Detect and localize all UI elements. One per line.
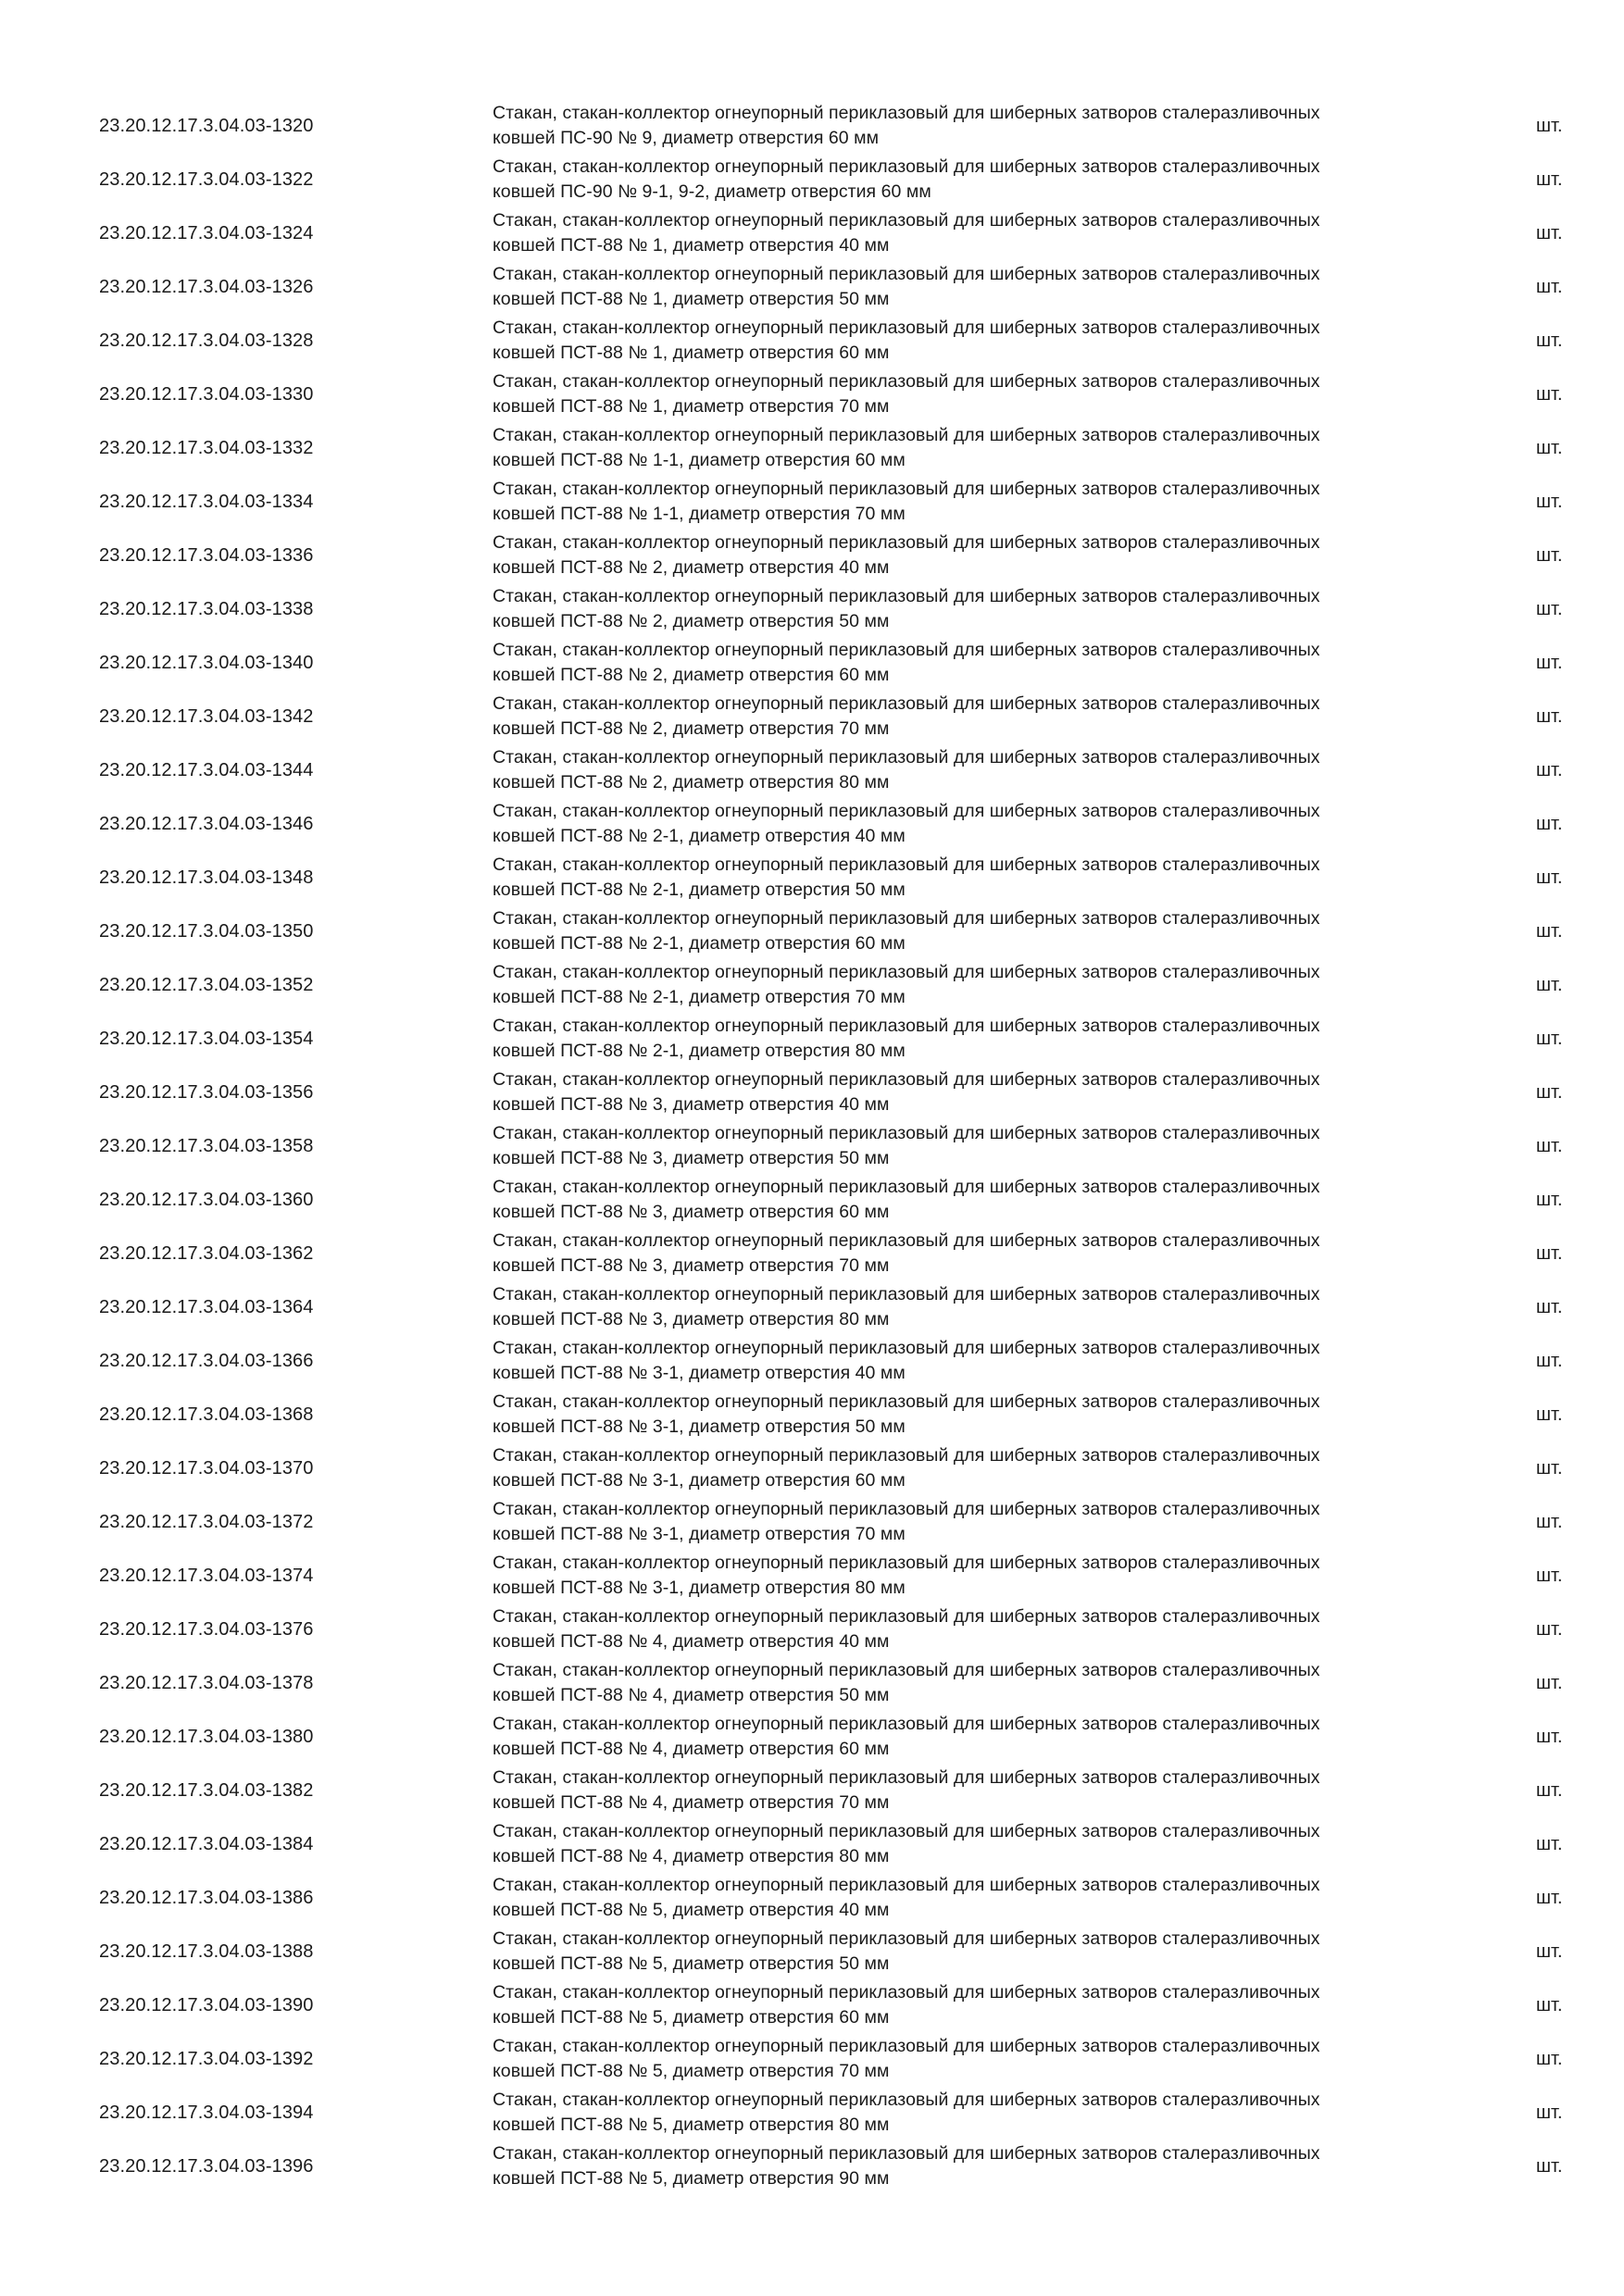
resource-description — [493, 799, 1418, 849]
unit-of-measure: шт. — [1536, 1941, 1563, 1962]
resource-description — [493, 1927, 1418, 1977]
unit-of-measure: шт. — [1536, 116, 1563, 136]
description-line-1: Стакан, стакан-коллектор огнеупорный периклазовый для шиберных затворов сталеразливочных — [493, 801, 1320, 821]
resource-description — [493, 692, 1418, 742]
description-line-2: ковшей ПСТ-88 № 3, диаметр отверстия 60 мм — [493, 1202, 890, 1222]
description-line-1: Стакан, стакан-коллектор огнеупорный периклазовый для шиберных затворов сталеразливочных — [493, 2143, 1320, 2164]
description-line-2: ковшей ПС-90 № 9-1, 9-2, диаметр отверстия 60 мм — [493, 181, 931, 202]
resource-description — [493, 1497, 1418, 1547]
description-line-1: Стакан, стакан-коллектор огнеупорный периклазовый для шиберных затворов сталеразливочных — [493, 747, 1320, 767]
resource-description — [493, 1551, 1418, 1601]
table-row — [0, 1925, 1624, 1978]
description-line-1: Стакан, стакан-коллектор огнеупорный периклазовый для шиберных затворов сталеразливочных — [493, 1875, 1320, 1895]
unit-of-measure: шт. — [1536, 1404, 1563, 1425]
table-row — [0, 1334, 1624, 1388]
table-row — [0, 1871, 1624, 1925]
description-line-2: ковшей ПСТ-88 № 2, диаметр отверстия 60 мм — [493, 665, 890, 685]
table-row — [0, 1388, 1624, 1441]
description-line-1: Стакан, стакан-коллектор огнеупорный периклазовый для шиберных затворов сталеразливочных — [493, 1499, 1320, 1519]
table-row — [0, 368, 1624, 421]
description-line-1: Стакан, стакан-коллектор огнеупорный периклазовый для шиберных затворов сталеразливочных — [493, 640, 1320, 660]
table-row — [0, 1173, 1624, 1227]
resource-table — [0, 99, 1624, 2193]
description-line-1: Стакан, стакан-коллектор огнеупорный периклазовый для шиберных затворов сталеразливочных — [493, 1016, 1320, 1036]
resource-code: 23.20.12.17.3.04.03-1372 — [99, 1512, 314, 1532]
table-row — [0, 636, 1624, 690]
resource-code: 23.20.12.17.3.04.03-1380 — [99, 1727, 314, 1747]
resource-code: 23.20.12.17.3.04.03-1322 — [99, 169, 314, 190]
resource-description — [493, 1873, 1418, 1923]
unit-of-measure: шт. — [1536, 223, 1563, 243]
table-row — [0, 743, 1624, 797]
resource-code: 23.20.12.17.3.04.03-1332 — [99, 438, 314, 458]
description-line-2: ковшей ПСТ-88 № 2, диаметр отверстия 70 мм — [493, 718, 890, 739]
description-line-2: ковшей ПСТ-88 № 3-1, диаметр отверстия 80 мм — [493, 1578, 906, 1598]
description-line-2: ковшей ПСТ-88 № 3-1, диаметр отверстия 40 мм — [493, 1363, 906, 1383]
table-row — [0, 475, 1624, 529]
description-line-1: Стакан, стакан-коллектор огнеупорный периклазовый для шиберных затворов сталеразливочных — [493, 103, 1320, 123]
description-line-1: Стакан, стакан-коллектор огнеупорный периклазовый для шиберных затворов сталеразливочных — [493, 1123, 1320, 1143]
resource-code: 23.20.12.17.3.04.03-1394 — [99, 2103, 314, 2123]
resource-code: 23.20.12.17.3.04.03-1384 — [99, 1834, 314, 1854]
table-row — [0, 1119, 1624, 1173]
description-line-2: ковшей ПСТ-88 № 5, диаметр отверстия 40 мм — [493, 1900, 890, 1920]
table-row — [0, 958, 1624, 1012]
unit-of-measure: шт. — [1536, 1512, 1563, 1532]
description-line-2: ковшей ПСТ-88 № 5, диаметр отверстия 80 мм — [493, 2115, 890, 2135]
table-row — [0, 153, 1624, 206]
description-line-1: Стакан, стакан-коллектор огнеупорный периклазовый для шиберных затворов сталеразливочных — [493, 908, 1320, 929]
resource-description — [493, 1175, 1418, 1225]
table-row — [0, 2140, 1624, 2193]
description-line-2: ковшей ПСТ-88 № 4, диаметр отверстия 60 мм — [493, 1739, 890, 1759]
resource-code: 23.20.12.17.3.04.03-1344 — [99, 760, 314, 780]
unit-of-measure: шт. — [1536, 1243, 1563, 1264]
description-line-2: ковшей ПСТ-88 № 1-1, диаметр отверстия 60 мм — [493, 450, 906, 470]
unit-of-measure: шт. — [1536, 1780, 1563, 1801]
resource-code: 23.20.12.17.3.04.03-1368 — [99, 1404, 314, 1425]
table-row — [0, 1603, 1624, 1656]
unit-of-measure: шт. — [1536, 653, 1563, 673]
description-line-2: ковшей ПСТ-88 № 2, диаметр отверстия 40 мм — [493, 557, 890, 578]
resource-code: 23.20.12.17.3.04.03-1326 — [99, 277, 314, 297]
resource-code: 23.20.12.17.3.04.03-1370 — [99, 1458, 314, 1479]
resource-code: 23.20.12.17.3.04.03-1360 — [99, 1190, 314, 1210]
description-line-1: Стакан, стакан-коллектор огнеупорный периклазовый для шиберных затворов сталеразливочных — [493, 962, 1320, 982]
resource-description — [493, 2034, 1418, 2084]
resource-description — [493, 1336, 1418, 1386]
resource-description — [493, 101, 1418, 151]
description-line-1: Стакан, стакан-коллектор огнеупорный периклазовый для шиберных затворов сталеразливочных — [493, 586, 1320, 606]
table-row — [0, 2032, 1624, 2086]
description-line-2: ковшей ПСТ-88 № 2-1, диаметр отверстия 50 мм — [493, 880, 906, 900]
unit-of-measure: шт. — [1536, 384, 1563, 405]
resource-code: 23.20.12.17.3.04.03-1392 — [99, 2049, 314, 2069]
resource-code: 23.20.12.17.3.04.03-1336 — [99, 545, 314, 566]
unit-of-measure: шт. — [1536, 277, 1563, 297]
unit-of-measure: шт. — [1536, 1619, 1563, 1640]
resource-description — [493, 1604, 1418, 1654]
description-line-2: ковшей ПСТ-88 № 4, диаметр отверстия 50 мм — [493, 1685, 890, 1705]
description-line-1: Стакан, стакан-коллектор огнеупорный периклазовый для шиберных затворов сталеразливочных — [493, 1069, 1320, 1090]
resource-description — [493, 2141, 1418, 2191]
unit-of-measure: шт. — [1536, 1995, 1563, 2015]
resource-code: 23.20.12.17.3.04.03-1320 — [99, 116, 314, 136]
unit-of-measure: шт. — [1536, 1136, 1563, 1156]
resource-description — [493, 369, 1418, 419]
description-line-1: Стакан, стакан-коллектор огнеупорный периклазовый для шиберных затворов сталеразливочных — [493, 1177, 1320, 1197]
resource-code: 23.20.12.17.3.04.03-1348 — [99, 867, 314, 888]
description-line-1: Стакан, стакан-коллектор огнеупорный периклазовый для шиберных затворов сталеразливочных — [493, 371, 1320, 392]
table-row — [0, 2086, 1624, 2140]
resource-code: 23.20.12.17.3.04.03-1396 — [99, 2156, 314, 2177]
description-line-2: ковшей ПСТ-88 № 3, диаметр отверстия 80 мм — [493, 1309, 890, 1329]
description-line-2: ковшей ПСТ-88 № 1, диаметр отверстия 60 мм — [493, 343, 890, 363]
unit-of-measure: шт. — [1536, 2103, 1563, 2123]
description-line-2: ковшей ПСТ-88 № 1, диаметр отверстия 70 мм — [493, 396, 890, 417]
description-line-1: Стакан, стакан-коллектор огнеупорный периклазовый для шиберных затворов сталеразливочных — [493, 2036, 1320, 2056]
resource-code: 23.20.12.17.3.04.03-1346 — [99, 814, 314, 834]
description-line-1: Стакан, стакан-коллектор огнеупорный периклазовый для шиберных затворов сталеразливочных — [493, 425, 1320, 445]
unit-of-measure: шт. — [1536, 1297, 1563, 1317]
description-line-2: ковшей ПСТ-88 № 5, диаметр отверстия 70 мм — [493, 2061, 890, 2081]
resource-code: 23.20.12.17.3.04.03-1364 — [99, 1297, 314, 1317]
resource-description — [493, 1121, 1418, 1171]
description-line-1: Стакан, стакан-коллектор огнеупорный периклазовый для шиберных затворов сталеразливочных — [493, 479, 1320, 499]
table-row — [0, 1441, 1624, 1495]
table-row — [0, 529, 1624, 582]
description-line-1: Стакан, стакан-коллектор огнеупорный периклазовый для шиберных затворов сталеразливочных — [493, 1767, 1320, 1788]
description-line-2: ковшей ПСТ-88 № 2-1, диаметр отверстия 80 мм — [493, 1041, 906, 1061]
resource-description — [493, 262, 1418, 312]
resource-description — [493, 906, 1418, 956]
table-row — [0, 1710, 1624, 1764]
resource-description — [493, 1712, 1418, 1762]
table-row — [0, 690, 1624, 743]
description-line-1: Стакан, стакан-коллектор огнеупорный периклазовый для шиберных затворов сталеразливочных — [493, 1982, 1320, 2003]
unit-of-measure: шт. — [1536, 814, 1563, 834]
table-row — [0, 1495, 1624, 1549]
unit-of-measure: шт. — [1536, 1673, 1563, 1693]
resource-description — [493, 530, 1418, 580]
description-line-1: Стакан, стакан-коллектор огнеупорный периклазовый для шиберных затворов сталеразливочных — [493, 1338, 1320, 1358]
resource-code: 23.20.12.17.3.04.03-1330 — [99, 384, 314, 405]
unit-of-measure: шт. — [1536, 169, 1563, 190]
resource-code: 23.20.12.17.3.04.03-1382 — [99, 1780, 314, 1801]
description-line-2: ковшей ПСТ-88 № 5, диаметр отверстия 60 мм — [493, 2007, 890, 2028]
description-line-2: ковшей ПСТ-88 № 1, диаметр отверстия 50 мм — [493, 289, 890, 309]
unit-of-measure: шт. — [1536, 1834, 1563, 1854]
unit-of-measure: шт. — [1536, 1029, 1563, 1049]
unit-of-measure: шт. — [1536, 760, 1563, 780]
resource-description — [493, 1229, 1418, 1279]
resource-description — [493, 2088, 1418, 2138]
unit-of-measure: шт. — [1536, 599, 1563, 619]
description-line-2: ковшей ПСТ-88 № 4, диаметр отверстия 40 мм — [493, 1631, 890, 1652]
unit-of-measure: шт. — [1536, 1351, 1563, 1371]
table-row — [0, 582, 1624, 636]
description-line-2: ковшей ПСТ-88 № 4, диаметр отверстия 80 мм — [493, 1846, 890, 1866]
resource-description — [493, 745, 1418, 795]
description-line-1: Стакан, стакан-коллектор огнеупорный периклазовый для шиберных затворов сталеразливочных — [493, 1928, 1320, 1949]
resource-description — [493, 1980, 1418, 2030]
resource-description — [493, 853, 1418, 903]
description-line-2: ковшей ПСТ-88 № 5, диаметр отверстия 90 мм — [493, 2168, 890, 2189]
resource-code: 23.20.12.17.3.04.03-1378 — [99, 1673, 314, 1693]
resource-description — [493, 1658, 1418, 1708]
unit-of-measure: шт. — [1536, 1190, 1563, 1210]
description-line-2: ковшей ПСТ-88 № 3, диаметр отверстия 50 мм — [493, 1148, 890, 1168]
description-line-1: Стакан, стакан-коллектор огнеупорный периклазовый для шиберных затворов сталеразливочных — [493, 1553, 1320, 1573]
description-line-2: ковшей ПСТ-88 № 4, диаметр отверстия 70 мм — [493, 1792, 890, 1813]
description-line-2: ковшей ПСТ-88 № 2, диаметр отверстия 80 мм — [493, 772, 890, 792]
resource-description — [493, 316, 1418, 366]
resource-description — [493, 584, 1418, 634]
unit-of-measure: шт. — [1536, 706, 1563, 727]
description-line-2: ковшей ПСТ-88 № 3-1, диаметр отверстия 70 мм — [493, 1524, 906, 1544]
resource-description — [493, 1819, 1418, 1869]
description-line-2: ковшей ПСТ-88 № 2-1, диаметр отверстия 40 мм — [493, 826, 906, 846]
description-line-2: ковшей ПС-90 № 9, диаметр отверстия 60 мм — [493, 128, 880, 148]
table-row — [0, 1549, 1624, 1603]
description-line-2: ковшей ПСТ-88 № 1-1, диаметр отверстия 70 мм — [493, 504, 906, 524]
description-line-2: ковшей ПСТ-88 № 3, диаметр отверстия 40 мм — [493, 1094, 890, 1115]
table-row — [0, 99, 1624, 153]
description-line-2: ковшей ПСТ-88 № 3-1, диаметр отверстия 60 мм — [493, 1470, 906, 1491]
description-line-1: Стакан, стакан-коллектор огнеупорный периклазовый для шиберных затворов сталеразливочных — [493, 2090, 1320, 2110]
unit-of-measure: шт. — [1536, 2049, 1563, 2069]
description-line-1: Стакан, стакан-коллектор огнеупорный периклазовый для шиберных затворов сталеразливочных — [493, 1230, 1320, 1251]
table-row — [0, 905, 1624, 958]
resource-description — [493, 1282, 1418, 1332]
resource-code: 23.20.12.17.3.04.03-1390 — [99, 1995, 314, 2015]
table-row — [0, 206, 1624, 260]
resource-description — [493, 1390, 1418, 1440]
table-row — [0, 1817, 1624, 1871]
table-row — [0, 314, 1624, 368]
resource-code: 23.20.12.17.3.04.03-1376 — [99, 1619, 314, 1640]
resource-description — [493, 1443, 1418, 1493]
resource-code: 23.20.12.17.3.04.03-1354 — [99, 1029, 314, 1049]
description-line-1: Стакан, стакан-коллектор огнеупорный периклазовый для шиберных затворов сталеразливочных — [493, 318, 1320, 338]
description-line-2: ковшей ПСТ-88 № 2-1, диаметр отверстия 70 мм — [493, 987, 906, 1007]
unit-of-measure: шт. — [1536, 2156, 1563, 2177]
resource-description — [493, 477, 1418, 527]
resource-description — [493, 208, 1418, 258]
table-row — [0, 421, 1624, 475]
description-line-1: Стакан, стакан-коллектор огнеупорный периклазовый для шиберных затворов сталеразливочных — [493, 1391, 1320, 1412]
description-line-2: ковшей ПСТ-88 № 2, диаметр отверстия 50 мм — [493, 611, 890, 631]
resource-code: 23.20.12.17.3.04.03-1328 — [99, 331, 314, 351]
resource-code: 23.20.12.17.3.04.03-1338 — [99, 599, 314, 619]
description-line-2: ковшей ПСТ-88 № 1, диаметр отверстия 40 мм — [493, 235, 890, 256]
table-row — [0, 1764, 1624, 1817]
description-line-1: Стакан, стакан-коллектор огнеупорный периклазовый для шиберных затворов сталеразливочных — [493, 532, 1320, 553]
resource-description — [493, 638, 1418, 688]
description-line-1: Стакан, стакан-коллектор огнеупорный периклазовый для шиберных затворов сталеразливочных — [493, 1660, 1320, 1680]
resource-description — [493, 1014, 1418, 1064]
description-line-1: Стакан, стакан-коллектор огнеупорный периклазовый для шиберных затворов сталеразливочных — [493, 693, 1320, 714]
resource-description — [493, 1766, 1418, 1816]
description-line-2: ковшей ПСТ-88 № 5, диаметр отверстия 50 мм — [493, 1953, 890, 1974]
description-line-2: ковшей ПСТ-88 № 3-1, диаметр отверстия 50 мм — [493, 1416, 906, 1437]
resource-code: 23.20.12.17.3.04.03-1366 — [99, 1351, 314, 1371]
unit-of-measure: шт. — [1536, 545, 1563, 566]
unit-of-measure: шт. — [1536, 975, 1563, 995]
unit-of-measure: шт. — [1536, 438, 1563, 458]
table-row — [0, 1978, 1624, 2032]
table-row — [0, 1227, 1624, 1280]
table-row — [0, 1656, 1624, 1710]
resource-code: 23.20.12.17.3.04.03-1374 — [99, 1566, 314, 1586]
resource-code: 23.20.12.17.3.04.03-1352 — [99, 975, 314, 995]
resource-description — [493, 423, 1418, 473]
description-line-1: Стакан, стакан-коллектор огнеупорный периклазовый для шиберных затворов сталеразливочных — [493, 1821, 1320, 1841]
description-line-1: Стакан, стакан-коллектор огнеупорный периклазовый для шиберных затворов сталеразливочных — [493, 1606, 1320, 1627]
resource-code: 23.20.12.17.3.04.03-1358 — [99, 1136, 314, 1156]
resource-description — [493, 960, 1418, 1010]
description-line-1: Стакан, стакан-коллектор огнеупорный периклазовый для шиберных затворов сталеразливочных — [493, 210, 1320, 231]
description-line-1: Стакан, стакан-коллектор огнеупорный периклазовый для шиберных затворов сталеразливочных — [493, 1445, 1320, 1466]
table-row — [0, 1012, 1624, 1066]
unit-of-measure: шт. — [1536, 1082, 1563, 1103]
table-row — [0, 260, 1624, 314]
unit-of-measure: шт. — [1536, 1458, 1563, 1479]
resource-code: 23.20.12.17.3.04.03-1362 — [99, 1243, 314, 1264]
resource-code: 23.20.12.17.3.04.03-1324 — [99, 223, 314, 243]
description-line-1: Стакан, стакан-коллектор огнеупорный периклазовый для шиберных затворов сталеразливочных — [493, 1284, 1320, 1304]
table-row — [0, 851, 1624, 905]
resource-code: 23.20.12.17.3.04.03-1356 — [99, 1082, 314, 1103]
unit-of-measure: шт. — [1536, 1566, 1563, 1586]
resource-code: 23.20.12.17.3.04.03-1388 — [99, 1941, 314, 1962]
resource-code: 23.20.12.17.3.04.03-1386 — [99, 1888, 314, 1908]
unit-of-measure: шт. — [1536, 1888, 1563, 1908]
description-line-1: Стакан, стакан-коллектор огнеупорный периклазовый для шиберных затворов сталеразливочных — [493, 1714, 1320, 1734]
table-row — [0, 1066, 1624, 1119]
unit-of-measure: шт. — [1536, 921, 1563, 942]
resource-description — [493, 1067, 1418, 1117]
resource-code: 23.20.12.17.3.04.03-1340 — [99, 653, 314, 673]
unit-of-measure: шт. — [1536, 1727, 1563, 1747]
resource-description — [493, 155, 1418, 205]
description-line-1: Стакан, стакан-коллектор огнеупорный периклазовый для шиберных затворов сталеразливочных — [493, 855, 1320, 875]
table-row — [0, 797, 1624, 851]
unit-of-measure: шт. — [1536, 331, 1563, 351]
resource-code: 23.20.12.17.3.04.03-1342 — [99, 706, 314, 727]
unit-of-measure: шт. — [1536, 492, 1563, 512]
unit-of-measure: шт. — [1536, 867, 1563, 888]
description-line-1: Стакан, стакан-коллектор огнеупорный периклазовый для шиберных затворов сталеразливочных — [493, 264, 1320, 284]
description-line-1: Стакан, стакан-коллектор огнеупорный периклазовый для шиберных затворов сталеразливочных — [493, 156, 1320, 177]
description-line-2: ковшей ПСТ-88 № 2-1, диаметр отверстия 60 мм — [493, 933, 906, 954]
resource-code: 23.20.12.17.3.04.03-1334 — [99, 492, 314, 512]
resource-code: 23.20.12.17.3.04.03-1350 — [99, 921, 314, 942]
table-row — [0, 1280, 1624, 1334]
description-line-2: ковшей ПСТ-88 № 3, диаметр отверстия 70 мм — [493, 1255, 890, 1276]
